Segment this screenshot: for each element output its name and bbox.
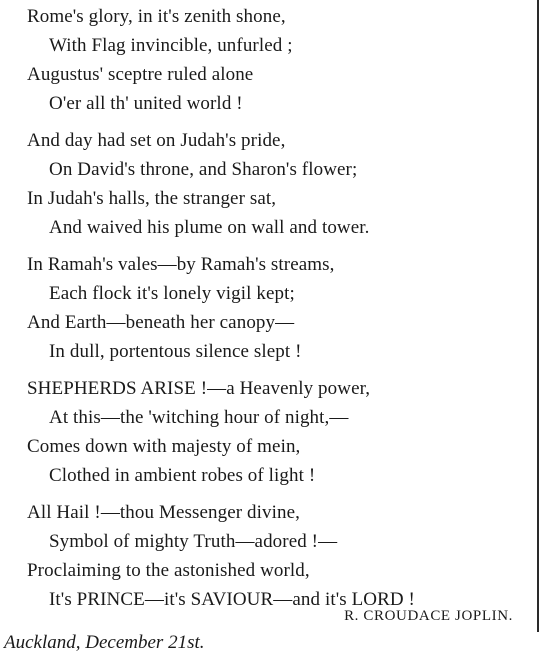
stanza-2 — [27, 126, 527, 242]
stanza-5 — [27, 498, 527, 614]
poem-line: With Flag invincible, unfurled ; — [49, 35, 293, 56]
poem-line: In dull, portentous silence slept ! — [49, 341, 302, 362]
poem-line: Each flock it's lonely vigil kept; — [49, 283, 295, 304]
poem-line: It's PRINCE—it's SAVIOUR—and it's LORD ! — [49, 589, 415, 610]
poem-line: O'er all th' united world ! — [49, 93, 243, 114]
poem-line: And day had set on Judah's pride, — [27, 130, 286, 151]
dateline: Auckland, December 21st. — [4, 632, 205, 653]
poem-line: All Hail !—thou Messenger divine, — [27, 502, 300, 523]
poem-body — [27, 2, 527, 622]
poem-line: Comes down with majesty of mein, — [27, 436, 301, 457]
poem-line: Rome's glory, in it's zenith shone, — [27, 6, 286, 27]
author-signature: R. CROUDACE JOPLIN. — [344, 608, 513, 624]
poem-line: Clothed in ambient robes of light ! — [49, 465, 316, 486]
poem-line: In Judah's halls, the stranger sat, — [27, 188, 277, 209]
poem-line: At this—the 'witching hour of night,— — [49, 407, 349, 428]
poem-line: And Earth—beneath her canopy— — [27, 312, 295, 333]
stanza-1 — [27, 2, 527, 118]
column-rule — [537, 0, 539, 632]
poem-line: Augustus' sceptre ruled alone — [27, 64, 254, 85]
poem-line: And waived his plume on wall and tower. — [49, 217, 370, 238]
stanza-4 — [27, 374, 527, 490]
poem-line: Proclaiming to the astonished world, — [27, 560, 310, 581]
poem-line: SHEPHERDS ARISE !—a Heavenly power, — [27, 378, 371, 399]
poem-line: On David's throne, and Sharon's flower; — [49, 159, 358, 180]
poem-line: In Ramah's vales—by Ramah's streams, — [27, 254, 335, 275]
poem-line: Symbol of mighty Truth—adored !— — [49, 531, 338, 552]
stanza-3 — [27, 250, 527, 366]
